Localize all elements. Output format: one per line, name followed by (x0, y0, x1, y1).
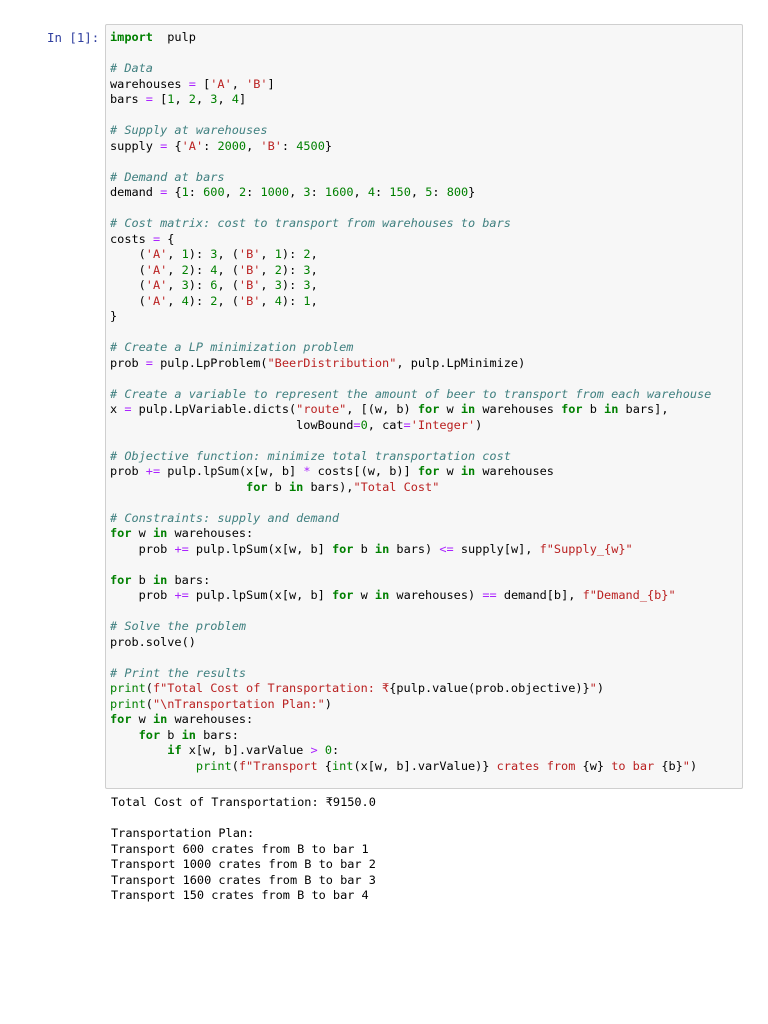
code-token: : (281, 138, 297, 153)
code-token: ( (231, 758, 239, 773)
code-token: 3 (181, 278, 189, 292)
code-token: , (231, 76, 247, 91)
code-token: ( (110, 293, 146, 308)
code-token: } (468, 185, 476, 199)
code-token: 2000 (217, 138, 247, 153)
code-token: # Create a LP minimization problem (110, 340, 354, 354)
code-token: 3 (274, 278, 282, 292)
code-token: , (260, 247, 275, 261)
code-token: == (482, 588, 497, 602)
code-token: : (188, 185, 204, 199)
code-token: warehouses) (389, 588, 483, 602)
code-token (110, 759, 196, 773)
code-token: {w} (582, 758, 605, 773)
code-token: 'B' (238, 278, 261, 292)
code-token: , (224, 185, 239, 199)
output-line: Transport 600 crates from B to bar 1 (111, 841, 369, 856)
code-token: : (203, 138, 218, 153)
code-token (110, 728, 139, 742)
code-token: = (353, 417, 361, 432)
code-line (110, 542, 711, 558)
code-token: * (303, 464, 311, 478)
code-token: 3 (303, 262, 311, 277)
code-token: ( (145, 696, 153, 711)
code-token: 2 (238, 185, 247, 199)
code-token: warehouses (475, 464, 554, 478)
code-token (110, 743, 167, 757)
code-token: demand[b], (496, 588, 583, 602)
code-token: 1600 (324, 185, 354, 199)
code-token: for (246, 479, 268, 494)
code-token: 1 (167, 92, 175, 106)
code-token: , (353, 185, 368, 199)
code-token: , (310, 278, 318, 292)
code-token: 'B' (260, 138, 282, 153)
code-token: 4 (181, 293, 189, 308)
code-token: for (417, 464, 440, 478)
code-line (110, 154, 711, 170)
code-line (110, 123, 711, 139)
code-token: prob.solve() (110, 634, 196, 649)
code-line (110, 170, 711, 186)
cell-output (111, 795, 376, 904)
code-token: , (310, 293, 318, 308)
code-token: in (460, 464, 476, 478)
code-line (110, 759, 711, 775)
code-token: warehouses: (167, 712, 254, 726)
input-prompt: In [1]: (47, 30, 100, 45)
code-line (110, 588, 711, 604)
code-token: [ (195, 76, 211, 91)
code-token: {b} (661, 758, 683, 773)
code-line (110, 697, 711, 713)
code-token: 'A' (145, 247, 168, 261)
code-token: prob (110, 355, 146, 370)
code-token: in (460, 402, 476, 416)
code-token: { (167, 138, 182, 153)
code-token: b (160, 727, 182, 742)
code-token: print (110, 696, 146, 711)
code-line (110, 139, 711, 155)
code-line (110, 511, 711, 527)
code-token: ] (238, 92, 247, 106)
code-token: , pulp.LpMinimize) (396, 355, 526, 370)
code-token: , (310, 262, 318, 277)
code-token: 2 (274, 262, 282, 277)
code-token: x[w, b].varValue (181, 743, 311, 757)
code-line (110, 309, 711, 325)
code-token: , cat (367, 417, 404, 432)
code-line (110, 666, 711, 682)
code-token: 1 (181, 247, 189, 261)
code-token: bars) (389, 541, 440, 556)
code-line (110, 278, 711, 294)
code-line (110, 108, 711, 124)
code-token: , (174, 92, 189, 106)
code-token: prob (110, 588, 175, 602)
code-token: ): (188, 262, 211, 277)
code-line (110, 387, 711, 403)
output-line: Transportation Plan: (111, 826, 255, 840)
code-token: 'Integer' (410, 417, 476, 432)
code-token: , (167, 262, 182, 277)
code-token: for (110, 526, 132, 540)
code-line (110, 604, 711, 620)
code-token: } (324, 138, 333, 153)
code-token: = (188, 76, 196, 91)
code-token: , (260, 262, 275, 277)
code-token: 'A' (181, 138, 204, 153)
code-token: "Total Cost" (353, 479, 440, 494)
code-token: f"Total Cost of Transportation: ₹ (152, 681, 390, 695)
code-token: for (110, 572, 132, 587)
code-line (110, 728, 711, 744)
code-token: demand (110, 185, 161, 199)
code-token: , (217, 92, 232, 106)
code-token: int (331, 758, 354, 773)
code-editor[interactable] (110, 30, 711, 774)
code-token: 3 (303, 185, 311, 199)
code-line (110, 433, 711, 449)
code-line (110, 61, 711, 77)
code-token: = (145, 355, 153, 370)
code-token: f"Demand_{b}" (582, 588, 676, 602)
code-token: = (124, 402, 132, 416)
code-token: "\nTransportation Plan:" (152, 696, 325, 711)
code-token (318, 743, 325, 757)
code-line (110, 743, 711, 759)
code-token: 1 (274, 247, 282, 261)
code-token: in (374, 588, 390, 602)
code-token: supply (110, 138, 161, 153)
code-line (110, 573, 711, 589)
code-token: : (432, 185, 447, 199)
code-line (110, 185, 711, 201)
code-token: print (195, 758, 232, 773)
code-token: ): (281, 278, 304, 292)
output-line (111, 811, 376, 827)
code-line (110, 418, 711, 434)
code-token: w (439, 464, 461, 478)
output-line: Transport 1600 crates from B to bar 3 (111, 872, 376, 887)
code-token: # Data (110, 61, 153, 75)
code-token: costs (110, 231, 153, 246)
code-token: += (174, 588, 189, 602)
code-token: for (331, 588, 354, 602)
code-token: ): (188, 247, 211, 261)
code-line (110, 650, 711, 666)
code-token: 4 (210, 262, 218, 277)
code-token: : (310, 185, 325, 199)
code-token: ( (110, 278, 146, 292)
code-token: 2 (188, 92, 196, 106)
code-token: ) (475, 417, 483, 432)
code-token: 0 (324, 743, 332, 757)
code-token: b (582, 402, 605, 416)
code-token: # Constraints: supply and demand (110, 510, 340, 525)
code-line (110, 712, 711, 728)
code-token: pulp (152, 30, 196, 44)
code-line (110, 526, 711, 542)
code-token: 1 (181, 185, 189, 199)
code-token: , (289, 185, 304, 199)
code-token: 600 (203, 185, 225, 199)
code-token: , ( (217, 262, 239, 277)
code-token: { (160, 231, 175, 246)
code-token: w (131, 526, 153, 540)
code-line (110, 356, 711, 372)
code-token: b (353, 541, 375, 556)
code-token: in (374, 541, 390, 556)
code-token: ( (110, 247, 146, 261)
code-line (110, 557, 711, 573)
code-token: ] (267, 76, 275, 91)
code-token: in (181, 727, 196, 742)
code-line (110, 294, 711, 310)
code-token: , (260, 278, 275, 292)
code-token: for (110, 712, 132, 726)
code-token: 4 (367, 185, 376, 199)
code-token: { (324, 758, 332, 773)
code-token: if (167, 743, 182, 757)
code-token: , ( (217, 247, 239, 261)
code-token: in (152, 712, 168, 726)
code-token: # Print the results (110, 665, 247, 680)
code-token: : (375, 185, 390, 199)
code-token: bars: (167, 572, 211, 587)
code-token: ) (689, 758, 698, 773)
code-token: "BeerDistribution" (267, 355, 397, 370)
code-token: import (110, 30, 153, 44)
code-token: 'B' (238, 247, 261, 261)
code-line (110, 263, 711, 279)
code-token: 2 (303, 247, 311, 261)
code-token: bars), (303, 479, 354, 494)
code-line (110, 30, 711, 46)
code-token: # Supply at warehouses (110, 123, 268, 137)
code-token: 'A' (145, 262, 168, 277)
code-token: print (110, 681, 146, 695)
code-token: = (160, 185, 168, 199)
code-token: 3 (210, 247, 218, 261)
code-token: for (331, 541, 354, 556)
code-token: 4 (274, 293, 282, 308)
code-token: 6 (210, 278, 218, 292)
code-token: : (331, 743, 340, 757)
code-token: # Create a variable to represent the amount of beer to transport from each warehouse (110, 386, 712, 401)
code-token: , [(w, b) (346, 402, 418, 416)
code-token: ): (188, 293, 211, 308)
code-token: ): (281, 247, 304, 261)
code-token: , (195, 92, 211, 106)
code-token: bars: (195, 727, 239, 742)
code-token: in (152, 572, 168, 587)
code-line (110, 402, 711, 418)
code-token: bars (110, 92, 146, 106)
code-line (110, 635, 711, 651)
code-token: in (604, 402, 619, 416)
code-token: = (403, 417, 411, 432)
code-token: 4500 (296, 138, 325, 153)
code-token: , (167, 278, 182, 292)
code-token: 3 (303, 278, 311, 292)
code-token: ): (188, 278, 211, 292)
code-token: 'B' (238, 293, 261, 308)
code-token: 800 (446, 185, 469, 199)
code-token: , (246, 138, 261, 153)
code-token: w (353, 588, 375, 602)
code-token: lowBound (110, 417, 354, 432)
code-token: 2 (181, 262, 189, 277)
code-line (110, 495, 711, 511)
code-token: , ( (217, 278, 239, 292)
code-token: 3 (210, 92, 218, 106)
code-token: ( (145, 681, 153, 695)
code-line (110, 480, 711, 496)
code-token: costs[(w, b)] (310, 464, 418, 478)
code-token: pulp.lpSum(x[w, b] (160, 464, 304, 478)
code-token: , (167, 293, 182, 308)
code-token: bars], (618, 402, 669, 416)
code-token: 150 (389, 185, 411, 199)
code-token: " (589, 681, 597, 695)
code-token: for (138, 727, 161, 742)
output-line: Transport 150 crates from B to bar 4 (111, 888, 369, 902)
code-token: 'B' (238, 262, 261, 277)
code-line (110, 92, 711, 108)
code-token: : (246, 185, 261, 199)
code-token: " (682, 758, 690, 773)
code-token: b (267, 479, 289, 494)
code-token: , (260, 293, 275, 308)
code-token: <= (439, 541, 454, 556)
code-line (110, 681, 711, 697)
code-token: 'B' (246, 76, 268, 91)
code-token: to bar (604, 758, 662, 773)
code-token: 1000 (260, 185, 290, 199)
code-token: in (289, 479, 304, 494)
code-token: in (152, 526, 168, 540)
code-line (110, 464, 711, 480)
code-token: [ (152, 92, 168, 106)
code-token: = (145, 92, 153, 106)
output-line: Transport 1000 crates from B to bar 2 (111, 857, 376, 871)
code-token: (x[w, b].varValue)} (353, 758, 490, 773)
code-line (110, 619, 711, 635)
code-line (110, 46, 711, 62)
code-token: warehouses (475, 402, 562, 416)
code-token: , ( (217, 293, 239, 308)
code-token: , (167, 247, 182, 261)
code-token: 5 (425, 185, 433, 199)
code-token: warehouses (110, 76, 189, 91)
code-token: } (110, 309, 118, 323)
code-token: crates from (489, 758, 583, 773)
code-token: f"Supply_{w}" (539, 541, 633, 556)
code-line (110, 325, 711, 341)
code-token: # Solve the problem (110, 619, 247, 633)
code-token: warehouses: (167, 526, 254, 540)
code-token: ) (324, 696, 332, 711)
code-token: 0 (360, 417, 368, 432)
code-token: 2 (210, 293, 218, 308)
code-token: prob (110, 464, 146, 478)
code-token: = (152, 231, 161, 246)
code-token: pulp.lpSum(x[w, b] (188, 588, 332, 602)
code-token: 'A' (145, 278, 168, 292)
code-token: { (167, 185, 182, 199)
output-line: Total Cost of Transportation: ₹9150.0 (111, 795, 376, 809)
code-token: 4 (231, 92, 239, 106)
code-token: ) (596, 681, 605, 695)
code-line (110, 216, 711, 232)
code-token: # Objective function: minimize total transportation cost (110, 448, 511, 463)
code-token: x (110, 402, 125, 416)
code-line (110, 340, 711, 356)
code-token: supply[w], (453, 541, 540, 556)
code-token: b (131, 572, 153, 587)
code-token: ): (281, 293, 304, 308)
code-token: prob (110, 541, 175, 556)
code-line (110, 232, 711, 248)
code-token: , (410, 185, 426, 199)
code-token: ( (110, 262, 146, 277)
code-line (110, 371, 711, 387)
code-token: , (310, 247, 318, 261)
code-token: ): (281, 262, 304, 277)
code-line (110, 449, 711, 465)
code-token: pulp.LpVariable.dicts( (131, 402, 297, 416)
code-token: += (145, 464, 161, 478)
code-token: 'A' (145, 293, 168, 308)
code-token: for (417, 402, 440, 416)
code-token: 'A' (210, 76, 232, 91)
code-token: pulp.LpProblem( (152, 355, 268, 370)
code-line (110, 247, 711, 263)
code-token (110, 480, 246, 494)
code-token: for (561, 402, 583, 416)
code-token: {pulp.value(prob.objective)} (389, 681, 590, 695)
code-line (110, 77, 711, 93)
code-token: += (174, 541, 189, 556)
code-token: > (310, 743, 318, 757)
code-token: # Cost matrix: cost to transport from warehouses to bars (110, 216, 511, 230)
code-token: "route" (296, 402, 347, 416)
code-token: 1 (303, 293, 311, 308)
code-token: f"Transport (238, 758, 325, 773)
code-token: w (131, 712, 153, 726)
code-token: pulp.lpSum(x[w, b] (188, 541, 332, 556)
code-token: w (439, 402, 461, 416)
code-line (110, 201, 711, 217)
code-token: = (160, 138, 168, 153)
code-token: # Demand at bars (110, 169, 225, 184)
